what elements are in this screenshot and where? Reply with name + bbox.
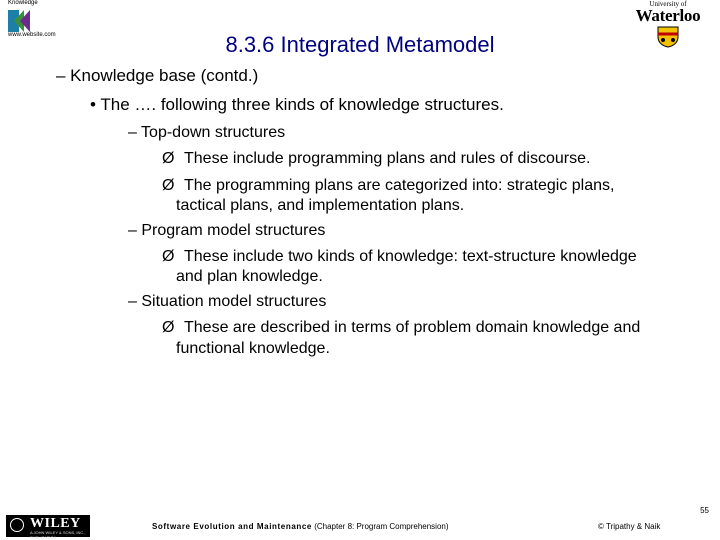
book-title: Software Evolution and Maintenance [152,522,312,531]
bullet-text-cont: tactical plans, and implementation plans. [176,197,465,214]
wiley-circle-icon [10,518,24,532]
wiley-logo [6,515,90,540]
logo-left-mark-icon [8,10,30,32]
logo-left-bottom-text: www.website.com [8,32,56,38]
bullet-text-cont: and plan knowledge. [176,268,323,285]
arrow-bullet-icon: Ø [162,319,175,336]
bullet-text: These include programming plans and rules of discourse. [184,150,591,167]
bullet-text: The programming plans are categorized into: strategic plans, [184,177,615,194]
section-situation-model: – Situation model structures [128,293,327,310]
arrow-bullet-icon: Ø [162,177,175,194]
copyright: © Tripathy & Naik [598,522,661,531]
list-item [162,150,590,168]
arrow-bullet-icon: Ø [162,150,175,167]
list-item [162,319,640,337]
wiley-name: WILEY [30,516,81,531]
chapter-label: (Chapter 8: Program Comprehension) [314,522,449,531]
level2-item: • The …. following three kinds of knowledge structures. [90,95,504,114]
waterloo-top-text: University of [649,0,687,8]
section-program-model: – Program model structures [128,222,326,239]
level1-item: – Knowledge base (contd.) [56,66,259,85]
wiley-subtext: A JOHN WILEY & SONS, INC., PUBLICATION [30,530,86,540]
logo-left-top-text: Knowledge [8,0,38,6]
waterloo-name: Waterloo [635,6,701,25]
section-top-down: – Top-down structures [128,124,286,141]
slide-title: 8.3.6 Integrated Metamodel [225,32,495,57]
list-item [162,248,637,266]
footer-book-info [152,522,449,531]
bullet-text: These include two kinds of knowledge: text-structure knowledge [184,248,637,265]
bullet-text-cont: functional knowledge. [176,340,330,357]
list-item [162,177,614,195]
bullet-text: These are described in terms of problem domain knowledge and [184,319,641,336]
page-number: 55 [700,506,709,515]
arrow-bullet-icon: Ø [162,248,175,265]
